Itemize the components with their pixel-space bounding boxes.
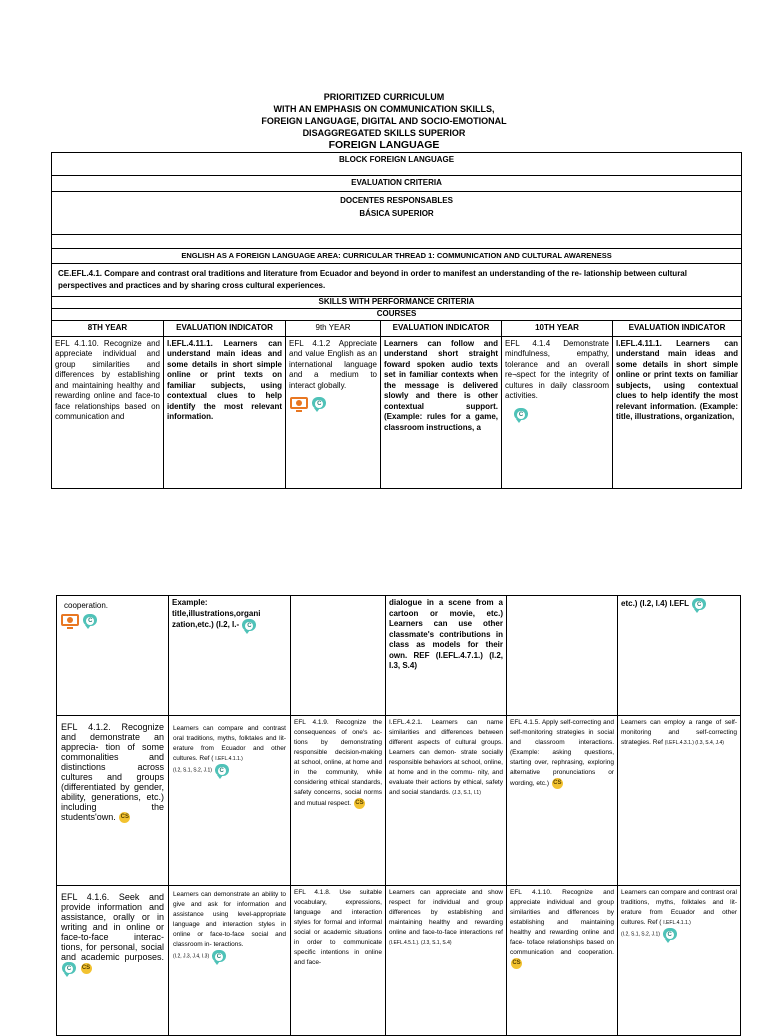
row3-cell-3 [291, 886, 386, 1036]
cell-text: Learners can appreciate and show respect for individual and group differences by establishing and maintaining healthy and rewarding online and face-to-face interactions ref [389, 889, 503, 936]
col-header-8th-year: 8TH YEAR [52, 321, 164, 337]
row1-cell-5 [507, 596, 618, 716]
empty-row [52, 234, 742, 248]
row3-cell-5 [507, 886, 618, 1036]
title-line-4: DISAGGREGATED SKILLS SUPERIOR [302, 128, 466, 138]
col-header-eval-indicator-1: EVALUATION INDICATOR [164, 321, 286, 337]
row2-cell-4 [386, 716, 507, 886]
evaluation-criteria-row: EVALUATION CRITERIA [52, 176, 742, 192]
cs-badge-icon: CS [81, 963, 92, 974]
ref-text: (I.2, S.1, S.2, J.1) [621, 931, 660, 938]
ref-text: (I.2, S.1, S.2, J.1) [173, 767, 212, 774]
col-header-10th-year: 10TH YEAR [502, 321, 613, 337]
indicator-cell-10th [613, 336, 742, 488]
cell-text: EFL 4.1.9. Recognize the consequences of one's ac- tions by demonstrating responsible decision-making at school, online, at home and in the community, while considering ethical standards, safety concerns, social norms and mutual respect. [294, 719, 382, 808]
block-row: BLOCK FOREIGN LANGUAGE [52, 153, 742, 176]
cell-text: Learners can employ a range of self- monitoring and self-correcting strategies. Ref [621, 719, 737, 746]
courses-row: COURSES [52, 309, 742, 321]
ref-text: (I.2, J.3, J.4, I.3) [173, 953, 210, 960]
col-header-eval-indicator-2: EVALUATION INDICATOR [381, 321, 502, 337]
cell-text: EFL 4.1.6. Seek and provide information and assistance, orally or in writing and in online or face-to-face interac- tions, for personal, social and academic purposes. [61, 892, 164, 962]
row3-cell-2 [169, 886, 291, 1036]
row1-cell-4 [386, 596, 507, 716]
skill-text: EFL 4.1.4 Demonstrate mindfulness, empathy, tolerance and an overall re¬spect for the integrity of cultures in daily classroom activities. [505, 338, 609, 400]
row2-cell-6 [618, 716, 741, 886]
row3-cell-6 [618, 886, 741, 1036]
indicator-cell-8th [164, 336, 286, 488]
cell-text: etc.) (I.2, I.4) I.EFL [621, 599, 689, 609]
monitor-icon [61, 614, 79, 626]
ref-text: I.EFL.4.1.1.) [663, 920, 691, 926]
c-badge-icon: C [215, 764, 229, 776]
cell-text: dialogue in a scene from a cartoon or movie, etc.) Learners can use other classmate's contributions in class as models for their own. REF (I.EFL.4.7.1.) (I.2, I.3, S.4) [389, 598, 503, 670]
c-badge-icon: C [312, 397, 326, 409]
cs-badge-icon: CS [354, 798, 365, 809]
cell-text: Learners can demonstrate an ability to give and ask for information and assistance using level-appropriate language and interaction styles in online or face-to-face social and classroom in- teractions. [173, 891, 286, 948]
title-line-1: PRIORITIZED CURRICULUM [323, 92, 445, 102]
cell-text: cooperation. [64, 601, 109, 610]
row2-cell-3 [291, 716, 386, 886]
skill-text: EFL 4.1.10. Recognize and appreciate individual and group similarities and differences by establishing and maintaining healthy and rewarding online and face-to face relationships based on communication and [55, 338, 160, 421]
row3-cell-4 [386, 886, 507, 1036]
cs-badge-icon: CS [119, 812, 130, 823]
title-line-3: FOREIGN LANGUAGE, DIGITAL AND SOCIO-EMOTIONAL [261, 116, 507, 126]
cell-text: I.EFL.4.2.1. Learners can name similarities and differences between different aspects of cultural groups. Learners can demon- strate socially responsible behaviors at school, online, at home and in the commu- nity, and evaluate their actions by ethical, safety and social standards. [389, 719, 503, 796]
cell-text: EFL 4.1.8. Use suitable vocabulary, expressions, language and interaction styles for formal and informal social or academic situations in order to communicate specific intentions in online and face- [294, 889, 382, 966]
ref-text: (I.EFL.4.5.1.). (J.3, S.1, S.4) [389, 940, 452, 946]
c-badge-icon: C [62, 962, 76, 974]
c-badge-icon: C [212, 950, 226, 962]
skill-cell-10th [502, 336, 613, 488]
cell-text: Example: title,illustrations,organi zation,etc.) (I.2, I.- [172, 598, 261, 630]
ref-text: (J.3, S.1, I.1) [452, 790, 481, 796]
row1-cell-3 [291, 596, 386, 716]
curriculum-table-bottom [56, 595, 741, 1036]
basica-label: BÁSICA SUPERIOR [359, 208, 434, 218]
cell-text: EFL 4.1.2. Recognize and demonstrate an apprecia- tion of some commonalities and distinctions across cultures and groups (differentiated by gender, ability, generations, etc.) including the students'own. [61, 722, 164, 822]
docentes-label: DOCENTES RESPONSABLES [340, 195, 453, 205]
row2-cell-5 [507, 716, 618, 886]
cell-text: EFL 4.1.10. Recognize and appreciate individual and group similarities and differences by establishing and maintaining healthy and rewarding online and face- toface relationships based on communication and cooperation. [510, 889, 614, 956]
title-line-5: FOREIGN LANGUAGE [328, 139, 440, 151]
cell-text: EFL 4.1.5. Apply self-correcting and self-monitoring strategies in social and classroom interactions. (Example: asking questions, starting over, rephrasing, exploring alternative pronunciations or wording, etc.) [510, 719, 614, 788]
cell-text: Learners can compare and contrast oral traditions, myths, folktales and lit- erature from Ecuador and other cultures. Ref ( [621, 889, 737, 926]
cs-badge-icon: CS [511, 958, 522, 969]
indicator-text: I.EFL.4.11.1. Learners can understand main ideas and some details in short simple online or print texts on familiar subjects, using contextual clues to help identify the most relevant information. (Example: title, illustrations, organization, [616, 338, 739, 421]
skill-cell-9th [286, 336, 381, 488]
ref-text: (I.EFL.4.3.1.) (I.3, S.4, J.4) [664, 740, 724, 746]
indicator-cell-9th [381, 336, 502, 488]
c-badge-icon: C [692, 598, 706, 610]
row1-cell-2 [169, 596, 291, 716]
col-header-eval-indicator-3: EVALUATION INDICATOR [613, 321, 742, 337]
curriculum-table-top [51, 152, 742, 489]
monitor-icon [290, 397, 308, 409]
row2-cell-1 [57, 716, 169, 886]
c-badge-icon: C [663, 928, 677, 940]
indicator-text: Learners can follow and understand short straight foward spoken audio texts set in familiar contexts when the message is delivered slowly and there is other contextual support. (Example: rules for a game, classroom instructions, a [384, 338, 498, 432]
row1-cell-1 [57, 596, 169, 716]
skill-cell-8th [52, 336, 164, 488]
ref-text: I.EFL.4.1.1.) [215, 756, 243, 762]
docentes-row [52, 191, 742, 234]
skill-text: EFL 4.1.2 Appreciate and value English as an international language and a medium to interact globally. [289, 338, 377, 390]
row3-cell-1 [57, 886, 169, 1036]
c-badge-icon: C [514, 408, 528, 420]
cs-badge-icon: CS [552, 778, 563, 789]
row2-cell-2 [169, 716, 291, 886]
criterion-row: CE.EFL.4.1. Compare and contrast oral traditions and literature from Ecuador and beyond in order to manifest an understanding of the re- lationship between cultural perspectives and practices and by sharing cross cultural experiences. [52, 264, 742, 297]
title-line-2: WITH AN EMPHASIS ON COMMUNICATION SKILLS, [273, 104, 495, 114]
indicator-text: I.EFL.4.11.1. Learners can understand main ideas and some details in short simple online or print texts on familiar subjects, using contextual clues to help identify the most relevant information. [167, 338, 282, 421]
c-badge-icon: C [83, 614, 97, 626]
col-header-9th-year: 9th YEAR [286, 321, 381, 337]
c-badge-icon: C [242, 619, 256, 631]
area-row: ENGLISH AS A FOREIGN LANGUAGE AREA: CURRICULAR THREAD 1: COMMUNICATION AND CULTURAL AWARENESS [52, 248, 742, 264]
row1-cell-6 [618, 596, 741, 716]
cell-text: Learners can compare and contrast oral traditions, myths, folktales and lit- erature from Ecuador and other cultures. Ref ( [173, 725, 286, 762]
skills-row: SKILLS WITH PERFORMANCE CRITERIA [52, 297, 742, 309]
